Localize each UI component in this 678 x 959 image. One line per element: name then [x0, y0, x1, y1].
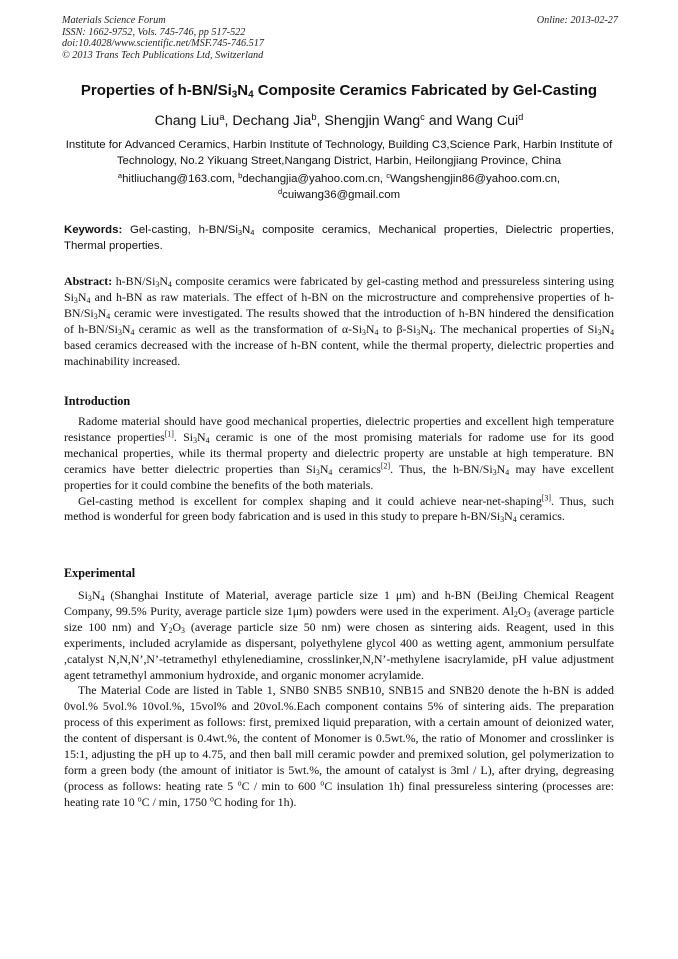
- journal-name: Materials Science Forum: [62, 15, 166, 26]
- citation-1: [1]: [164, 429, 174, 439]
- introduction-paragraph-1: Radome material should have good mechanical properties, dielectric properties and excellent high temperature resistance properties[1]. $Si_3N_4$ ceramic is one of the most promising materials for radome use for its good mechanical properties, while its thermal property and dielectric property are unstable at high temperature. BN ceramics have better dielectric properties than $Si_3N_4$ ceramics[2]. Thus, the $h-BN/Si_3N_4$ may have excellent properties for it could combine the benefits of the both materials.: [64, 414, 614, 492]
- journal-copyright: © 2013 Trans Tech Publications Ltd, Switzerland: [62, 49, 264, 61]
- paper-title: Properties of $h-BN/Si_3N_4$ Composite Ceramics Fabricated by Gel-Casting: [80, 82, 598, 101]
- experimental-heading: Experimental: [64, 566, 136, 580]
- citation-3: [3]: [541, 493, 551, 503]
- abstract: Abstract: $h-BN/Si_3N_4$ composite ceramics were fabricated by gel-casting method and pressureless sintering using $Si_3N_4$ and h-BN as raw materials. The effect of h-BN on the microstructure and comprehensive properties of $h-BN/Si_3N_4$ ceramic were investigated. The results showed that the introduction of h-BN hindered the densification of $h-BN/Si_3N_4$ ceramic as well as the transformation of $\alpha-Si_3N_4$ to $\beta-Si_3N_4$. The mechanical properties of $Si_3N_4$ based ceramics decreased with the increase of h-BN content, while the thermal property, dielectric properties and machinability increased.: [64, 274, 614, 368]
- journal-issn: ISSN: 1662-9752, Vols. 745-746, pp 517-522: [62, 26, 246, 38]
- experimental-paragraph-2: The Material Code are listed in Table 1, SNB0 SNB5 SNB10, SNB15 and SNB20 denote the h-BN is added 0vol.% 5vol.% 10vol.%, 15vol% and 20vol.%.Each component contains 5% of sintering aids. The preparation process of this experiment as follows: first, premixed liquid preparation, with a certain amount of deionized water, the content of dispersant is 0.4wt.%, the content of Monomer is 0.5wt.%, the ratio of Monomer and crosslinker is 15:1, adjusting the pH up to 4.75, and then ball mill ceramic powder and premixed solution, gel polymerization to form a green body (the amount of initiator is 5wt.%, the amount of catalyst is 3ml / L), after drying, degreasing (process as follows: heating rate 5 $^o$C / min to 600 $^o$C insulation 1h) final pressureless sintering (processes are: heating rate 10 $^o$C / min, 1750 $^o$C hoding for 1h).: [64, 683, 614, 809]
- author-emails: $^a$hitliuchang@163.com, $^b$dechangjia@yahoo.com.cn, $^c$Wangshengjin86@yahoo.com.cn, $^d$cuiwang36@gmail.com: [117, 170, 561, 201]
- introduction-body: [64, 414, 614, 525]
- introduction-heading: Introduction: [64, 394, 131, 408]
- citation-2: [2]: [380, 461, 391, 471]
- experimental-paragraph-1: $Si_3N_4$ (Shanghai Institute of Material, average particle size 1 μm) and h-BN (BeiJing Chemical Reagent Company, 99.5% Purity, average particle size 1μm) powders were used in the experiment. $Al_2O_3$ (average particle size 100 nm) and $Y_2O_3$ (average particle size 50 nm) were chosen as sintering aids. Reagent, used in this experiments, included acrylamide as dispersant, polyethylene glycol 400 as wetting agent, ammonium persulfate ,catalyst N,N,N’,N’-tetramethyl ethylenediamine, crosslinker,N,N’-methylene isacrylamide, pH value adjustment agent tetramethyl ammonium hydroxide, and organic monomer acrylamide.: [64, 588, 615, 682]
- abstract-label: Abstract:: [64, 274, 113, 288]
- affiliation: Institute for Advanced Ceramics, Harbin Institute of Technology, Building C3,Science Park, Harbin Institute of Technology, No.2 Yikuang Street,Nangang District, Harbin, Heilongjiang Province, China: [65, 139, 613, 167]
- keywords-label: Keywords:: [64, 224, 123, 236]
- author-list: Chang Liu$^a$, Dechang Jia$^b$, Shengjin Wang$^c$ and Wang Cui$^d$: [154, 111, 524, 129]
- journal-header: [62, 15, 618, 61]
- keywords: Keywords: Gel-casting, $h-BN/Si_3N_4$ composite ceramics, Mechanical properties, Dielectric properties, Thermal properties.: [64, 224, 614, 252]
- online-date: Online: 2013-02-27: [536, 15, 618, 26]
- experimental-body: [64, 588, 614, 811]
- introduction-paragraph-2: Gel-casting method is excellent for complex shaping and it could achieve near-net-shaping[3]. Thus, such method is wonderful for green body fabrication and is used in this study to prepare $h-BN/Si_3N_4$ ceramics.: [64, 493, 614, 525]
- journal-doi: doi:10.4028/www.scientific.net/MSF.745-746.517: [62, 38, 264, 50]
